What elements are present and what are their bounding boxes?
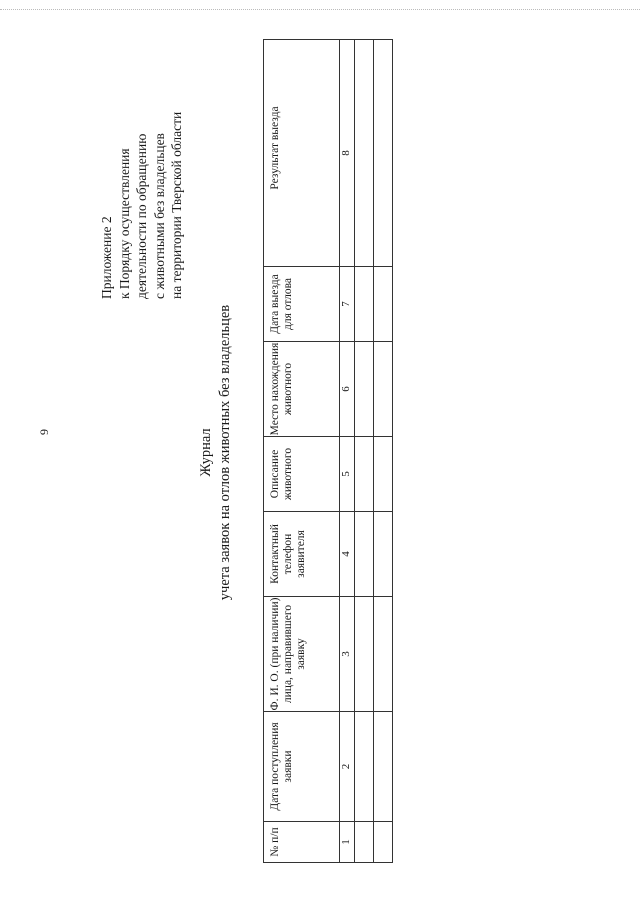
table-cell: [355, 822, 374, 863]
column-number: 1: [340, 822, 355, 863]
table-cell: [374, 597, 393, 712]
header-cell-animal-description: Описание животного: [264, 437, 340, 512]
column-number: 2: [340, 712, 355, 822]
page-edge-divider: [0, 8, 640, 10]
column-number: 6: [340, 342, 355, 437]
table-cell: [374, 437, 393, 512]
journal-subtitle: учета заявок на отлов животных без владельцев: [217, 304, 233, 601]
table-cell: [355, 512, 374, 597]
header-row: [264, 40, 340, 863]
column-number: 4: [340, 512, 355, 597]
appendix-line: к Порядку осуществления: [116, 148, 132, 299]
table-cell: [374, 40, 393, 267]
column-number-row: [340, 40, 355, 863]
table-cell: [355, 437, 374, 512]
table-cell: [374, 267, 393, 342]
table-cell: [355, 267, 374, 342]
table-row: [355, 40, 374, 863]
page-number: 9: [37, 429, 51, 435]
column-number: 5: [340, 437, 355, 512]
header-cell-number: № п/п: [264, 822, 340, 863]
column-number: 8: [340, 40, 355, 267]
appendix-block: [98, 0, 186, 299]
table-cell: [374, 822, 393, 863]
column-number: 7: [340, 267, 355, 342]
header-cell-applicant-name: Ф. И. О. (при наличии) лица, направившего заявку: [264, 597, 340, 712]
journal-table: [263, 39, 393, 863]
appendix-line: на территории Тверской области: [169, 111, 184, 299]
table-cell: [374, 712, 393, 822]
table-cell: [355, 597, 374, 712]
header-cell-animal-location: Место нахождения животного: [264, 342, 340, 437]
table-cell: [355, 40, 374, 267]
table-row: [374, 40, 393, 863]
header-cell-date-received: Дата поступления заявки: [264, 712, 340, 822]
table-cell: [374, 512, 393, 597]
header-cell-result: Результат выезда: [264, 40, 340, 267]
column-number: 3: [340, 597, 355, 712]
appendix-line: деятельности по обращению: [134, 133, 149, 299]
appendix-line: Приложение 2: [99, 216, 114, 299]
table-cell: [374, 342, 393, 437]
header-cell-contact-phone: Контактный телефон заявителя: [264, 512, 340, 597]
table-cell: [355, 342, 374, 437]
journal-title: Журнал: [198, 428, 214, 477]
appendix-line: с животными без владельцев: [151, 133, 167, 299]
header-cell-departure-date: Дата выезда для отлова: [264, 267, 340, 342]
table-cell: [355, 712, 374, 822]
